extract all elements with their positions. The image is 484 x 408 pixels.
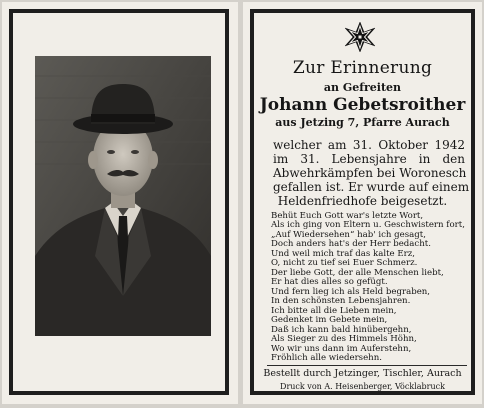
text-card [243,2,482,404]
printer-line: Druck von A. Heisenberger, Vöcklabruck [280,382,445,391]
poem-line: Daß ich kann bald hinübergehn, [271,324,412,335]
card-title: Zur Erinnerung [292,58,433,78]
poem-line: „Auf Wiedersehen“ hab' ich gesagt, [271,229,426,240]
divider-rule [267,365,467,366]
poem-line: Behüt Euch Gott war's letzte Wort, [271,211,424,221]
poem-line: Als Sieger zu des Himmels Höhn, [271,334,417,345]
poem-line: Gedenket im Gebete mein, [271,315,388,326]
ordered-by-line: Bestellt durch Jetzinger, Tischler, Aurach [263,368,462,379]
narrative-line: im 31. Lebensjahre in den [273,152,465,166]
rank-line: an Gefreiten [323,81,402,94]
poem-line: Und weil mich traf das kalte Erz, [271,248,416,259]
poem-line: Der liebe Gott, der alle Menschen liebt, [271,267,444,278]
photo-card [2,2,238,404]
poem-line: O, nicht zu tief sei Euer Schmerz. [271,258,418,269]
poem-line: Wo wir uns dann im Auferstehn, [271,343,412,354]
poem-line: Doch anders hat's der Herr bedacht. [271,239,431,250]
poem-line: Als ich ging von Eltern u. Geschwistern fort, [271,220,465,231]
poem-line: Er hat dies alles so gefügt. [271,277,388,288]
portrait-photo [35,56,211,336]
portrait-illustration [35,56,211,336]
deceased-name: Johann Gebetsroither [259,95,466,115]
narrative-line: welcher am 31. Oktober 1942 [273,138,465,152]
narrative-line: Abwehrkämpfen bei Woronesch [273,166,467,180]
narrative-line: gefallen ist. Er wurde auf einem [273,180,470,194]
poem-line: Und fern lieg ich als Held begraben, [271,286,431,297]
poem-line: Fröhlich alle wiedersehn. [271,353,382,363]
origin-line: aus Jetzing 7, Pfarre Aurach [275,116,450,129]
poem-line: Ich bitte all die Lieben mein, [271,305,397,316]
poem-line: In den schönsten Lebensjahren. [271,296,411,307]
narrative-line: Heldenfriedhofe beigesetzt. [277,194,448,208]
iron-cross-icon [343,20,377,54]
